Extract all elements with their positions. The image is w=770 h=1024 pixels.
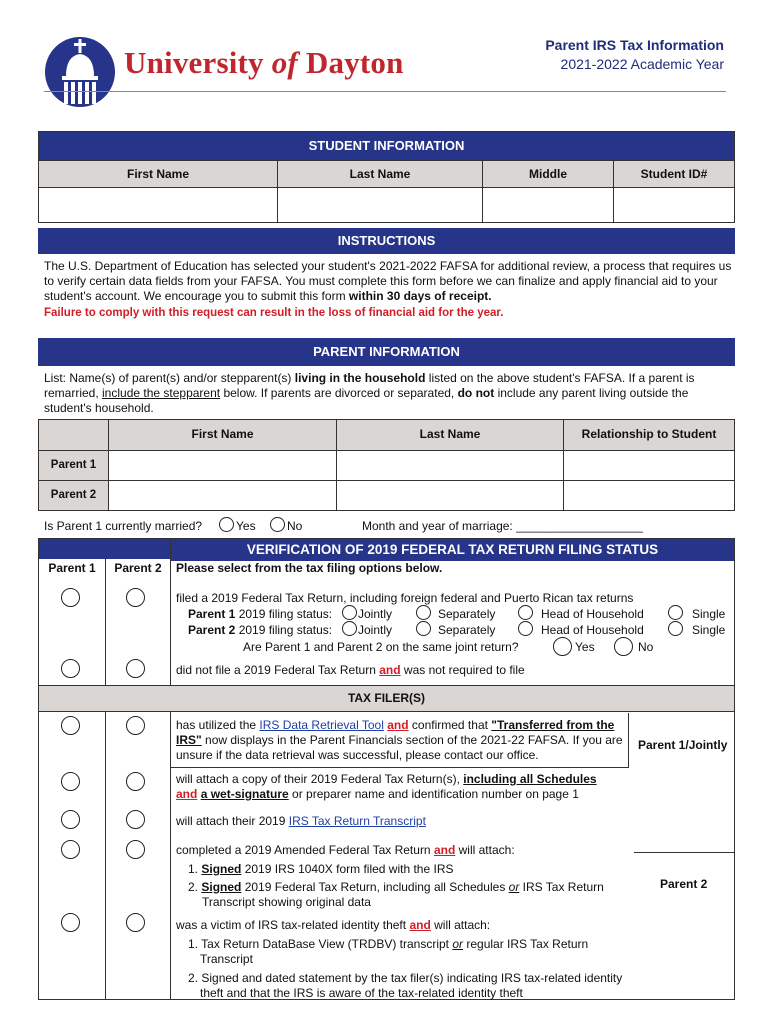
- amended-item-1: [188, 862, 453, 877]
- drt-link[interactable]: IRS Data Retrieval Tool: [259, 718, 384, 732]
- p2-hoh-radio[interactable]: [518, 621, 533, 636]
- tax-filers-title: TAX FILER(S): [39, 686, 734, 712]
- identity-theft-item-1: [188, 937, 630, 967]
- amended-and: and: [433, 843, 456, 857]
- verification-col-divider-2: [170, 539, 171, 685]
- list-text-underline: include the stepparent: [102, 386, 221, 400]
- tax-filers-col-divider-1: [105, 711, 106, 999]
- university-name: [124, 45, 404, 81]
- filed-text: filed a 2019 Federal Tax Return, including foreign federal and Puerto Rican tax returns: [176, 591, 634, 605]
- parent-info-list-text: [44, 371, 734, 416]
- identity-theft-radio-parent2[interactable]: [126, 913, 145, 932]
- identity-theft-item-2-text: Signed and dated statement by the tax filer(s) indicating IRS tax-related identity theft and that the IRS is aware of the tax-related identity theft: [200, 971, 623, 1000]
- same-joint-question: Are Parent 1 and Parent 2 on the same joint return?: [243, 640, 519, 654]
- parent2-relationship-field[interactable]: [564, 481, 734, 510]
- col-middle: Middle: [483, 161, 614, 187]
- verification-col-divider-1: [105, 559, 106, 685]
- filed-radio-parent1[interactable]: [61, 588, 80, 607]
- drt-text-d: now displays in the Parent Financials section of the 2021-22 FAFSA. If you are unsure if the data retrieval was successful, please contact our office.: [176, 733, 623, 762]
- same-joint-no-radio[interactable]: [614, 637, 633, 656]
- verification-col-parent2: Parent 2: [114, 561, 162, 575]
- col-parent-first-name: First Name: [109, 420, 337, 450]
- filed-radio-parent2[interactable]: [126, 588, 145, 607]
- p1-status-text: 2019 filing status:: [235, 607, 333, 621]
- parent-table-header-row: [39, 420, 734, 451]
- p2-separately-radio[interactable]: [416, 621, 431, 636]
- instructions-body: [44, 259, 734, 304]
- identity-theft-text: [176, 918, 490, 933]
- identity-theft-item-1-text-a: Tax Return DataBase View (TRDBV) transcript: [201, 937, 453, 951]
- parent2-label: Parent 2: [39, 481, 109, 510]
- logo-word-2: of: [271, 45, 298, 80]
- drt-and: and: [387, 718, 409, 732]
- verification-col-parent1: Parent 1: [48, 561, 96, 575]
- academic-year: 2021-2022 Academic Year: [560, 56, 724, 72]
- verification-instruction: Please select from the tax filing options below.: [176, 561, 443, 575]
- drt-radio-parent1[interactable]: [61, 716, 80, 735]
- identity-theft-and: and: [409, 918, 431, 932]
- transcript-text-a: will attach their 2019: [176, 814, 289, 828]
- attach-return-radio-parent1[interactable]: [61, 772, 80, 791]
- side-parent2-rule: [634, 852, 734, 853]
- verification-title: VERIFICATION OF 2019 FEDERAL TAX RETURN FILING STATUS: [171, 539, 734, 561]
- attach-return-text-b: or preparer name and identification number on page 1: [288, 787, 579, 801]
- p2-hoh-label: Head of Household: [541, 623, 644, 637]
- transcript-text: [176, 814, 426, 829]
- identity-theft-text-a: was a victim of IRS tax-related identity theft: [176, 918, 410, 932]
- attach-return-wet-signature: a wet-signature: [200, 787, 289, 801]
- amended-item-2-signed: Signed: [201, 880, 242, 894]
- amended-radio-parent1[interactable]: [61, 840, 80, 859]
- drt-option-text: [176, 718, 626, 763]
- p1-hoh-label: Head of Household: [541, 607, 644, 621]
- transcript-link[interactable]: IRS Tax Return Transcript: [288, 814, 426, 828]
- side-parent1-jointly: Parent 1/Jointly: [638, 738, 728, 752]
- header-divider: [44, 91, 726, 92]
- married-no-radio[interactable]: [270, 517, 285, 532]
- verification-title-left: [39, 539, 170, 559]
- list-text-c: below. If parents are divorced or separated,: [220, 386, 458, 400]
- did-not-file-radio-parent1[interactable]: [61, 659, 80, 678]
- p1-status-line: [188, 607, 332, 622]
- student-first-name-field[interactable]: [39, 188, 278, 222]
- student-info-input-row: [39, 188, 734, 222]
- married-yes-label: Yes: [236, 519, 256, 533]
- parent2-last-name-field[interactable]: [337, 481, 564, 510]
- student-info-header-row: [39, 160, 734, 188]
- married-question: Is Parent 1 currently married?: [44, 519, 203, 533]
- parent-info-title: PARENT INFORMATION: [38, 338, 735, 366]
- p1-jointly-radio[interactable]: [342, 605, 357, 620]
- p2-separately-label: Separately: [438, 623, 496, 637]
- drt-radio-parent2[interactable]: [126, 716, 145, 735]
- p1-single-label: Single: [692, 607, 726, 621]
- list-text-a: List: Name(s) of parent(s) and/or stepparent(s): [44, 371, 295, 385]
- parent2-row: [39, 481, 734, 510]
- side-parent2: Parent 2: [660, 877, 708, 891]
- col-first-name: First Name: [39, 161, 278, 187]
- attach-return-text-a: will attach a copy of their 2019 Federal Tax Return(s),: [176, 772, 464, 786]
- attach-return-text: [176, 772, 626, 802]
- amended-radio-parent2[interactable]: [126, 840, 145, 859]
- amended-item-2-or: or: [508, 880, 520, 894]
- did-not-file-radio-parent2[interactable]: [126, 659, 145, 678]
- col-parent-last-name: Last Name: [337, 420, 564, 450]
- identity-theft-item-2: [188, 971, 630, 1001]
- p2-status-line: [188, 623, 332, 638]
- parent1-relationship-field[interactable]: [564, 451, 734, 480]
- identity-theft-item-2-num: 2.: [188, 971, 199, 985]
- p1-jointly-label: Jointly: [358, 607, 393, 621]
- p2-jointly-radio[interactable]: [342, 621, 357, 636]
- identity-theft-item-1-num: 1.: [188, 937, 199, 951]
- parent2-first-name-field[interactable]: [109, 481, 337, 510]
- marriage-date-field[interactable]: Month and year of marriage: ___________________: [362, 519, 643, 533]
- p2-single-label: Single: [692, 623, 726, 637]
- logo-word-3: Dayton: [305, 45, 404, 80]
- student-last-name-field[interactable]: [278, 188, 483, 222]
- p1-single-radio[interactable]: [668, 605, 683, 620]
- instructions-title: INSTRUCTIONS: [38, 228, 735, 254]
- identity-theft-text-b: will attach:: [430, 918, 491, 932]
- amended-text: [176, 843, 515, 858]
- same-joint-yes-label: Yes: [575, 640, 595, 654]
- parent-table-corner: [39, 420, 109, 450]
- attach-return-and: and: [176, 787, 198, 801]
- amended-item-2-text-b: IRS Tax Return Transcript showing original data: [202, 880, 604, 909]
- p1-separately-radio[interactable]: [416, 605, 431, 620]
- amended-text-a: completed a 2019 Amended Federal Tax Return: [176, 843, 434, 857]
- instructions-warning: Failure to comply with this request can result in the loss of financial aid for the year.: [44, 307, 504, 319]
- did-not-file-text-b: was not required to file: [400, 663, 525, 677]
- p2-status-text: 2019 filing status:: [235, 623, 333, 637]
- drt-text-c: confirmed that: [408, 718, 492, 732]
- col-last-name: Last Name: [278, 161, 483, 187]
- amended-item-1-text: 2019 IRS 1040X form filed with the IRS: [241, 862, 454, 876]
- parent1-last-name-field[interactable]: [337, 451, 564, 480]
- list-text-bold2: do not: [457, 386, 495, 400]
- student-middle-field[interactable]: [483, 188, 614, 222]
- attach-return-radio-parent2[interactable]: [126, 772, 145, 791]
- p2-jointly-label: Jointly: [358, 623, 393, 637]
- instructions-text: The U.S. Department of Education has selected your student's 2021-2022 FAFSA for additional review, a process that requires us to verify certain data fields from your FAFSA. You must complete this form before we can finalize and apply financial aid to your student's account. We encourage you to submit this form: [44, 259, 732, 303]
- p2-status-label: Parent 2: [188, 623, 236, 637]
- identity-theft-item-1-text-b: regular IRS Tax Return Transcript: [200, 937, 589, 966]
- university-logo: [44, 36, 116, 108]
- did-not-file-text-a: did not file a 2019 Federal Tax Return: [176, 663, 380, 677]
- chapel-dome-icon: [44, 36, 116, 108]
- parent1-label: Parent 1: [39, 451, 109, 480]
- p1-status-label: Parent 1: [188, 607, 236, 621]
- list-text-d: include any parent living outside the student's household.: [44, 386, 689, 415]
- student-id-field[interactable]: [614, 188, 734, 222]
- list-text-b: listed on the above student's FAFSA. If a parent is remarried,: [44, 371, 695, 400]
- col-student-id: Student ID#: [640, 167, 708, 181]
- parent1-row: [39, 451, 734, 481]
- col-relationship: Relationship to Student: [581, 427, 717, 441]
- did-not-file-and: and: [379, 663, 401, 677]
- attach-return-schedules: including all Schedules: [463, 772, 597, 786]
- same-joint-yes-radio[interactable]: [553, 637, 572, 656]
- amended-item-1-signed: Signed: [201, 862, 242, 876]
- form-title: Parent IRS Tax Information: [545, 37, 724, 53]
- parent1-first-name-field[interactable]: [109, 451, 337, 480]
- p1-hoh-radio[interactable]: [518, 605, 533, 620]
- instructions-deadline: within 30 days of receipt.: [348, 289, 492, 303]
- amended-item-1-num: 1.: [188, 862, 199, 876]
- student-info-section: [38, 131, 735, 223]
- married-no-label: No: [287, 519, 303, 533]
- amended-item-2-num: 2.: [188, 880, 199, 894]
- amended-item-2-text-a: 2019 Federal Tax Return, including all Schedules: [241, 880, 509, 894]
- transcript-radio-parent1[interactable]: [61, 810, 80, 829]
- married-yes-radio[interactable]: [219, 517, 234, 532]
- list-text-bold: living in the household: [294, 371, 426, 385]
- parent-names-table: [38, 419, 735, 511]
- amended-item-2: [188, 880, 612, 910]
- p1-separately-label: Separately: [438, 607, 496, 621]
- drt-transferred: "Transferred from the IRS": [176, 718, 615, 747]
- p2-single-radio[interactable]: [668, 621, 683, 636]
- same-joint-no-label: No: [638, 640, 654, 654]
- drt-text-a: has utilized the: [176, 718, 260, 732]
- identity-theft-radio-parent1[interactable]: [61, 913, 80, 932]
- student-info-title: STUDENT INFORMATION: [39, 132, 734, 160]
- identity-theft-item-1-or: or: [452, 937, 464, 951]
- logo-word-1: University: [124, 45, 264, 80]
- did-not-file-text: [176, 663, 525, 678]
- transcript-radio-parent2[interactable]: [126, 810, 145, 829]
- amended-text-b: will attach:: [455, 843, 515, 857]
